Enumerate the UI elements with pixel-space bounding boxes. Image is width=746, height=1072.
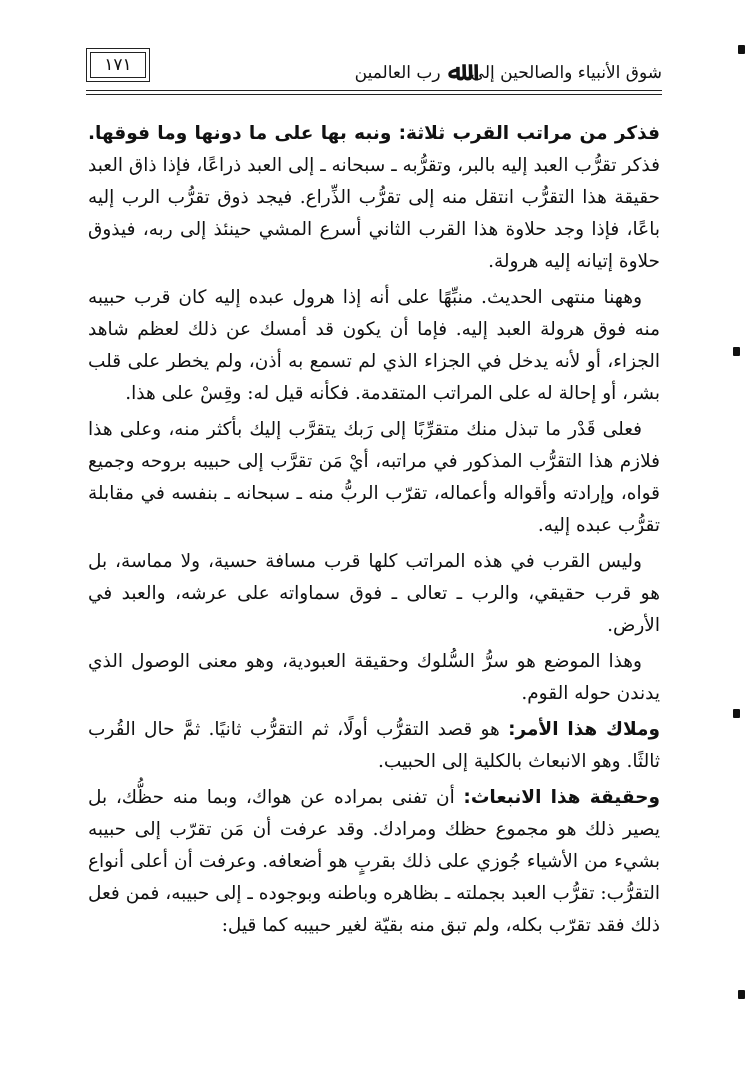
header-title [354,57,662,87]
paragraph-text: فذكر تقرُّب العبد إليه بالبر، وتقرُّبه ـ سبحانه ـ إلى العبد ذراعًا، فإذا ذاق العبد حقيقة هذا التقرُّب انتقل منه إلى تقرُّب الذِّراع. فيجد ذوق تقرُّب الرب إليه باعًا، فإذا وجد حلاوة هذا القرب الثاني أسرع المشي حينئذ إلى ربه، فيذوق حلاوة إتيانه إليه هرولة. [88,155,660,272]
paragraph-3 [88,414,660,542]
paragraph-2 [88,282,660,410]
paragraph-lead: وحقيقة هذا الانبعاث: [463,787,660,808]
header-title-before: شوق الأنبياء والصالحين إلى [470,63,662,83]
running-header [86,36,662,96]
paragraph-text: وليس القرب في هذه المراتب كلها قرب مسافة حسية، ولا مماسة، بل هو قرب حقيقي، والرب ـ تعالى ـ فوق سماواته على عرشه، والعبد في الأرض. [88,551,660,636]
body-text [88,118,660,946]
header-rule [86,90,662,91]
paragraph-1 [88,118,660,278]
paragraph-7 [88,782,660,942]
margin-marker [733,347,740,356]
margin-marker [738,45,745,54]
paragraph-lead: وملاك هذا الأمر: [508,719,660,740]
margin-marker [733,709,740,718]
paragraph-text: أن تفنى بمراده عن هواك، وبما منه حظُّك، بل يصير ذلك هو مجموع حظك ومرادك. وقد عرفت أن مَن تقرّب إلى حبيبه بشيء من الأشياء جُوزي على ذلك بقربٍ هو أضعافه. وعرفت أن أعلى أنواع التقرُّب: تقرُّب العبد بجملته ـ بظاهره وباطنه وبوجوده ـ إلى حبيبه، فمن فعل ذلك فقد تقرّب بكله، ولم تبق منه بقيّة لغير حبيبه كما قيل: [88,787,660,936]
paragraph-4 [88,546,660,642]
page-number-box [86,48,150,82]
paragraph-lead: فذكر من مراتب القرب ثلاثة: ونبه بها على ما دونها وما فوقها. [88,123,660,144]
paragraph-text: وهذا الموضع هو سرُّ السُّلوك وحقيقة العبودية، وهو معنى الوصول الذي يدندن حوله القوم. [88,651,660,704]
margin-marker [738,990,745,999]
paragraph-5 [88,646,660,710]
paragraph-6 [88,714,660,778]
header-title-after: رب العالمين [354,63,441,83]
page-number: ١٧١ [90,52,146,78]
header-rule-thin [86,94,662,95]
paragraph-text: هو قصد التقرُّب أولًا، ثم التقرُّب ثانيًا. ثمَّ حال القُرب ثالثًا. وهو الانبعاث بالكلية إلى الحبيب. [88,719,660,772]
paragraph-text: وههنا منتهى الحديث. منبِّهًا على أنه إذا هرول عبده إليه كان قرب حبيبه منه فوق هرولة العبد إليه. فإما أن يكون قد أمسك عن ذلك لعظم شاهد الجزاء، أو لأنه يدخل في الجزاء الذي لم تسمع به أذن، ولم يخطر على قلب بشر، أو إحالة له على المراتب المتقدمة. فكأنه قيل له: وقِسْ على هذا. [88,287,660,404]
header-allah-calligraphy: ﷲ [448,57,464,87]
paragraph-text: فعلى قَدْر ما تبذل منك متقرِّبًا إلى رَبك يتقرَّب إليك بأكثر منه، وعلى هذا فلازم هذا التقرُّب المذكور في مراتبه، أيْ مَن تقرَّب إلى حبيبه بروحه وجميع قواه، وإرادته وأقواله وأعماله، تقرّب الربُّ منه ـ سبحانه ـ بنفسه في مقابلة تقرُّب عبده إليه. [88,419,660,536]
